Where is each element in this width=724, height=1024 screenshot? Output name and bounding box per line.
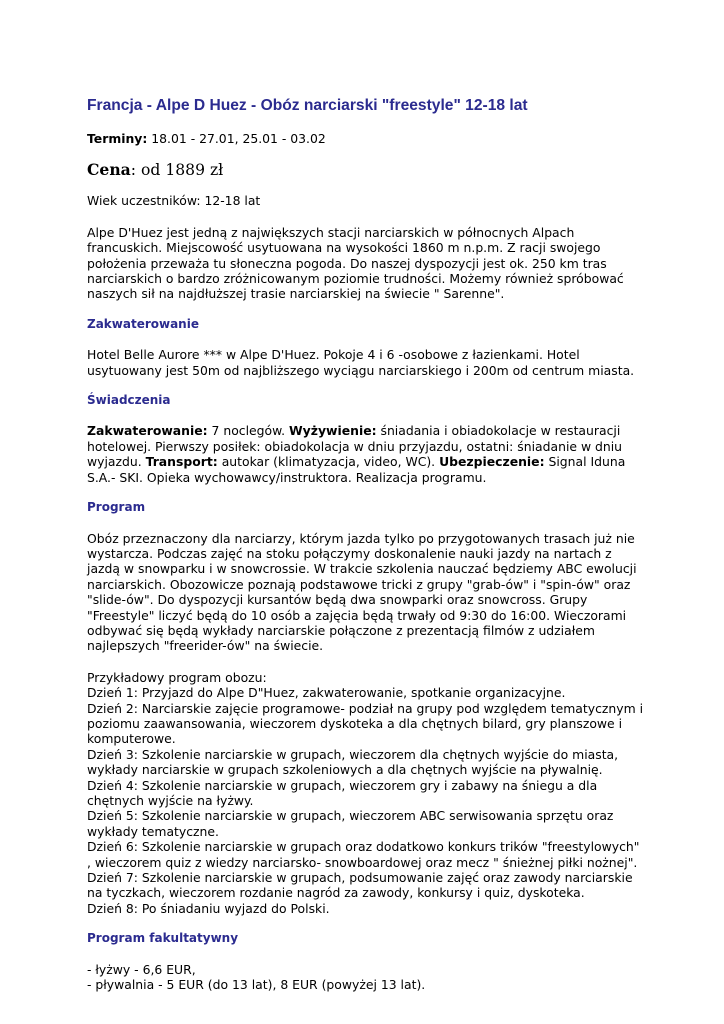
services-text-board: śniadania i obiadokolacje w restauracji hotelowej. Pierwszy posiłek: obiadokolacja w dniu przyjazdu, ostatni: śniadanie w dniu wyjazdu.: [87, 423, 623, 470]
services-label-board: Wyżywienie:: [289, 423, 377, 439]
services-text-accommodation: 7 noclegów.: [207, 423, 289, 439]
accommodation-heading: Zakwaterowanie: [87, 316, 199, 331]
optional-item: - łyżwy - 6,6 EUR,: [87, 961, 196, 977]
program-day: Dzień 7: Szkolenie narciarskie w grupach, podsumowanie zajęć oraz zawody narciarskie na tyczkach, wieczorem rozdanie nagród za zawody, konkursy i quiz, dyskoteka.: [87, 870, 633, 901]
optional-item: - pływalnia - 5 EUR (do 13 lat), 8 EUR (powyżej 13 lat).: [87, 977, 426, 993]
program-day: Dzień 2: Narciarskie zajęcie programowe- podział na grupy pod względem tematycznym i poziomu zaawansowania, wieczorem dyskoteka a dla chętnych bilard, gry planszowe i komputerowe.: [87, 700, 644, 747]
terms-label: Terminy:: [87, 131, 148, 146]
terms-line: [87, 131, 647, 146]
services-label-insurance: Ubezpieczenie:: [439, 454, 545, 470]
program-day: Dzień 5: Szkolenie narciarskie w grupach, wieczorem ABC serwisowania sprzętu oraz wykłady tematyczne.: [87, 808, 614, 839]
sample-program: [87, 670, 647, 917]
services-text-insurance: Signal Iduna S.A.- SKI. Opieka wychowawcy/instruktora. Realizacja programu.: [87, 454, 626, 485]
services-label-transport: Transport:: [145, 454, 218, 470]
intro-paragraph: Alpe D'Huez jest jedną z największych stacji narciarskich w północnych Alpach francuskich. Miejscowość usytuowana na wysokości 1860 m n.p.m. Z racji swojego położenia przeważa tu słoneczna pogoda. Do naszej dyspozycji jest ok. 250 km tras narciarskich o bardzo zróżnicowanym poziomie trudności. Możemy również spróbować naszych sił na najdłuższej trasie narciarskiej na świecie " Sarenne".: [87, 224, 624, 302]
program-day: Dzień 8: Po śniadaniu wyjazd do Polski.: [87, 900, 330, 916]
program-day: Dzień 4: Szkolenie narciarskie w grupach, wieczorem gry i zabawy na śniegu a dla chętnych wyjście na łyżwy.: [87, 777, 598, 808]
age-line: Wiek uczestników: 12-18 lat: [87, 193, 261, 209]
document-page: [87, 97, 647, 992]
program-day: Dzień 1: Przyjazd do Alpe D"Huez, zakwaterowanie, spotkanie organizacyjne.: [87, 685, 566, 701]
price-value: : od 1889 zł: [130, 161, 224, 180]
services-text: [87, 423, 647, 485]
services-text-transport: autokar (klimatyzacja, video, WC).: [217, 454, 440, 470]
accommodation-text: Hotel Belle Aurore *** w Alpe D'Huez. Pokoje 4 i 6 -osobowe z łazienkami. Hotel usytuowany jest 50m od najbliższego wyciągu narciarskiego i 200m od centrum miasta.: [87, 347, 635, 378]
services-label-accommodation: Zakwaterowanie:: [87, 423, 208, 439]
optional-heading: Program fakultatywny: [87, 931, 239, 946]
price-line: [87, 161, 647, 179]
sample-program-heading: Przykładowy program obozu:: [87, 669, 267, 685]
program-day: Dzień 3: Szkolenie narciarskie w grupach, wieczorem dla chętnych wyjście do miasta, wykłady narciarskie w grupach szkoleniowych a dla chętnych wyjście na pływalnię.: [87, 746, 619, 778]
program-text: Obóz przeznaczony dla narciarzy, którym jazda tylko po przygotowanych trasach już nie wystarcza. Podczas zajęć na stoku połączymy doskonalenie nauki jazdy na nartach z jazdą w snowparku i w snowcrossie. W trakcie szkolenia nauczać będziemy ABC ewolucji narciarskich. Obozowicze poznają podstawowe tricki z grupy "grab-ów" i "spin-ów" oraz "slide-ów". Do dyspozycji kursantów będą dwa snowparki oraz snowcross. Grupy "Freestyle" liczyć będą do 10 osób a zajęcia będą trwały od 9:30 do 16:00. Wieczorami odbywać się będą wykłady narciarskie połączone z prezentacją filmów z udziałem najlepszych "freerider-ów" na świecie.: [87, 530, 637, 654]
program-heading: Program: [87, 500, 146, 515]
page-title: Francja - Alpe D Huez - Obóz narciarski "freestyle" 12-18 lat: [87, 97, 528, 114]
price-label: Cena: [87, 160, 131, 180]
program-day: Dzień 6: Szkolenie narciarskie w grupach oraz dodatkowo konkurs trików "freestylowych" , wieczorem quiz z wiedzy narciarsko- snowboardowej oraz mecz " śnieżnej piłki nożnej".: [87, 839, 640, 870]
services-heading: Świadczenia: [87, 393, 171, 408]
optional-list: [87, 962, 647, 993]
terms-value: 18.01 - 27.01, 25.01 - 03.02: [147, 131, 326, 146]
